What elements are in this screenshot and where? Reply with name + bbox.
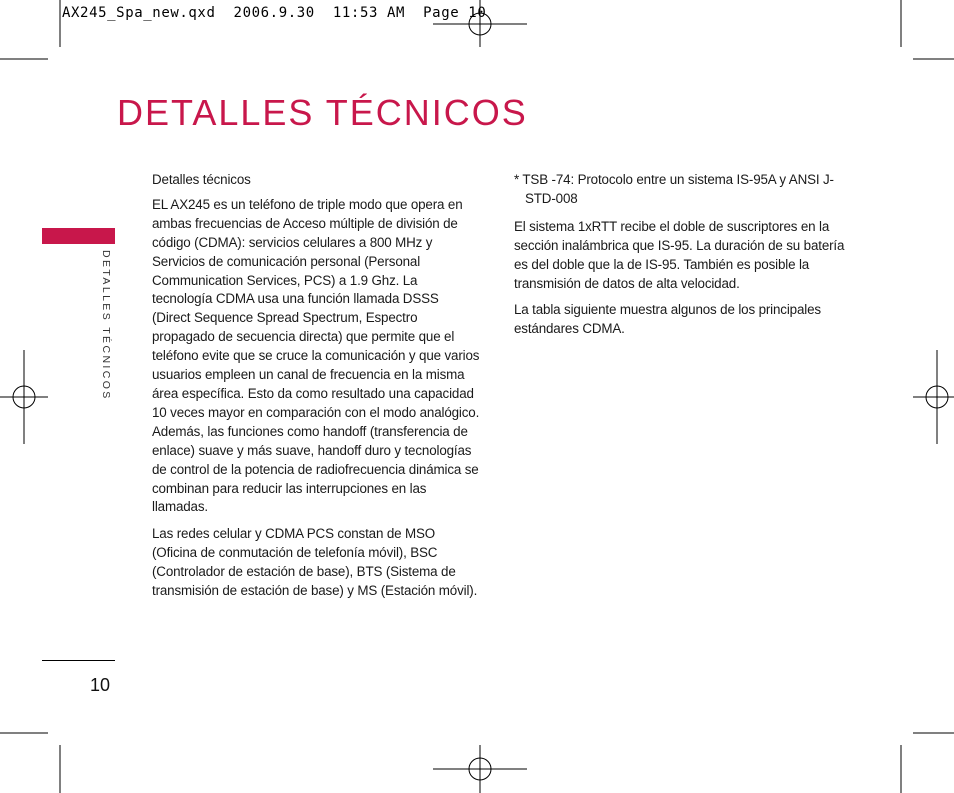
section-tab-bar (42, 228, 115, 244)
section-tab-label: DETALLES TÉCNICOS (100, 250, 112, 401)
registration-target-right (913, 350, 954, 444)
left-column (152, 171, 480, 609)
registration-target-left (0, 350, 48, 444)
page-title: DETALLES TÉCNICOS (117, 92, 528, 133)
registration-target-bottom (433, 745, 527, 793)
footer-rule (42, 660, 115, 661)
body-paragraph: La tabla siguiente muestra algunos de los principales estándares CDMA. (514, 302, 821, 337)
body-paragraph: El sistema 1xRTT recibe el doble de suscriptores en la sección inalámbrica que IS-95. La duración de su batería es del doble que la de IS-95. También es posible la transmisión de datos de alta velocidad. (514, 218, 845, 291)
print-slug: AX245_Spa_new.qxd 2006.9.30 11:53 AM Page 10 (62, 5, 487, 21)
right-column (514, 171, 850, 347)
section-subheading: Detalles técnicos (152, 172, 251, 187)
footnote: * TSB -74: Protocolo entre un sistema IS-95A y ANSI J-STD-008 (514, 172, 834, 206)
body-paragraph: Las redes celular y CDMA PCS constan de MSO (Oficina de conmutación de telefonía móvil), BSC (Controlador de estación de base), BTS (Sistema de transmisión de estación de base) y MS (Estación móvil). (152, 526, 478, 599)
page-number: 10 (90, 675, 111, 695)
body-paragraph: EL AX245 es un teléfono de triple modo que opera en ambas frecuencias de Acceso múltiple de división de código (CDMA): servicios celulares a 800 MHz y Servicios de comunicación personal (Personal Communication Services, PCS) a 1.9 Ghz. La tecnología CDMA usa una función llamada DSSS (Direct Sequence Spread Spectrum, Espectro propagado de secuencia directa) que permite que el teléfono evite que se cruce la comunicación y que varios usuarios empleen un canal de frecuencia en la misma área específica. Esto da como resultado una capacidad 10 veces mayor en comparación con el modo analógico. Además, las funciones como handoff (transferencia de enlace) suave y más suave, handoff duro y tecnologías de control de la potencia de radiofrecuencia dinámica se combinan para reducir las interrupciones en las llamadas. (152, 196, 480, 515)
